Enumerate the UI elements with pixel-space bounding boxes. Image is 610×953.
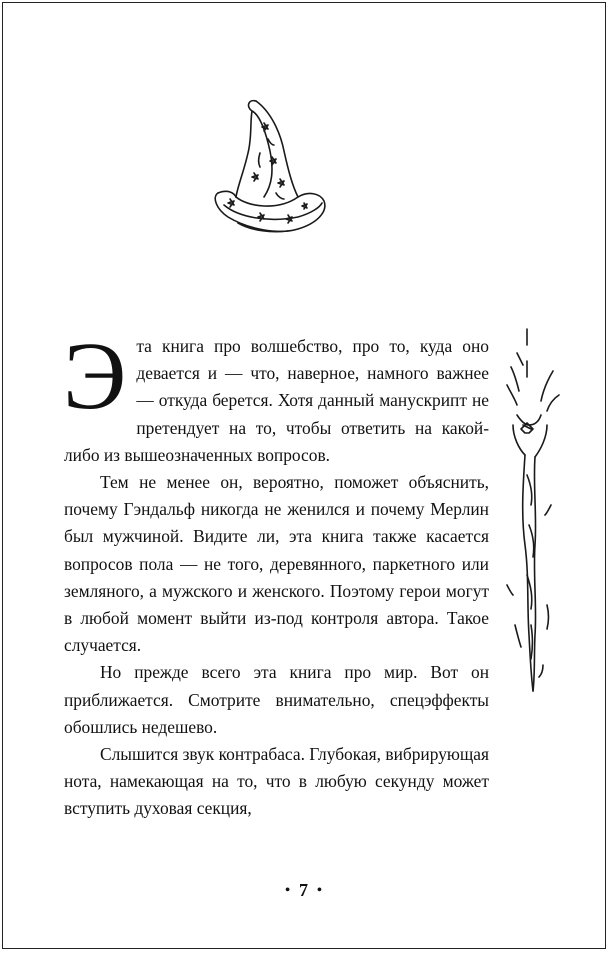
- paragraph-3: Но прежде всего эта книга про мир. Вот он приближается. Смотрите внимательно, спецэффекты обошлись недешево.: [64, 662, 489, 737]
- bullet-left: •: [285, 883, 291, 898]
- bullet-right: •: [317, 883, 323, 898]
- page-number: 7: [299, 880, 309, 900]
- book-page: [2, 2, 606, 949]
- drop-cap: Э: [63, 322, 127, 429]
- magic-wand-illustration: [503, 325, 563, 697]
- paragraph-2: Тем не менее он, вероятно, поможет объяснить, почему Гэндальф никогда не женился и почему Мерлин был мужчиной. Видите ли, эта книга также касается вопросов пола — не того, деревянного, паркетного или земляного, а мужского и женского. Поэтому герои могут в любой момент выйти из-под контроля автора. Такое случается.: [64, 472, 489, 656]
- paragraph-1: [63, 322, 489, 469]
- paragraph-4: Слышится звук контрабаса. Глубокая, вибрирующая нота, намекающая на то, что в любую секунду может вступить духовая секция,: [64, 744, 489, 819]
- page-number-footer: [3, 880, 605, 901]
- paragraph-1-text: та книга про волшебство, про то, куда оно девается и — что, наверное, намного важнее — откуда берется. Хотя данный манускрипт не претендует на то, чтобы ответить на какой-либо из вышеозначенных вопросов.: [64, 336, 489, 465]
- body-text: [63, 322, 489, 823]
- wizard-hat-illustration: [208, 93, 338, 243]
